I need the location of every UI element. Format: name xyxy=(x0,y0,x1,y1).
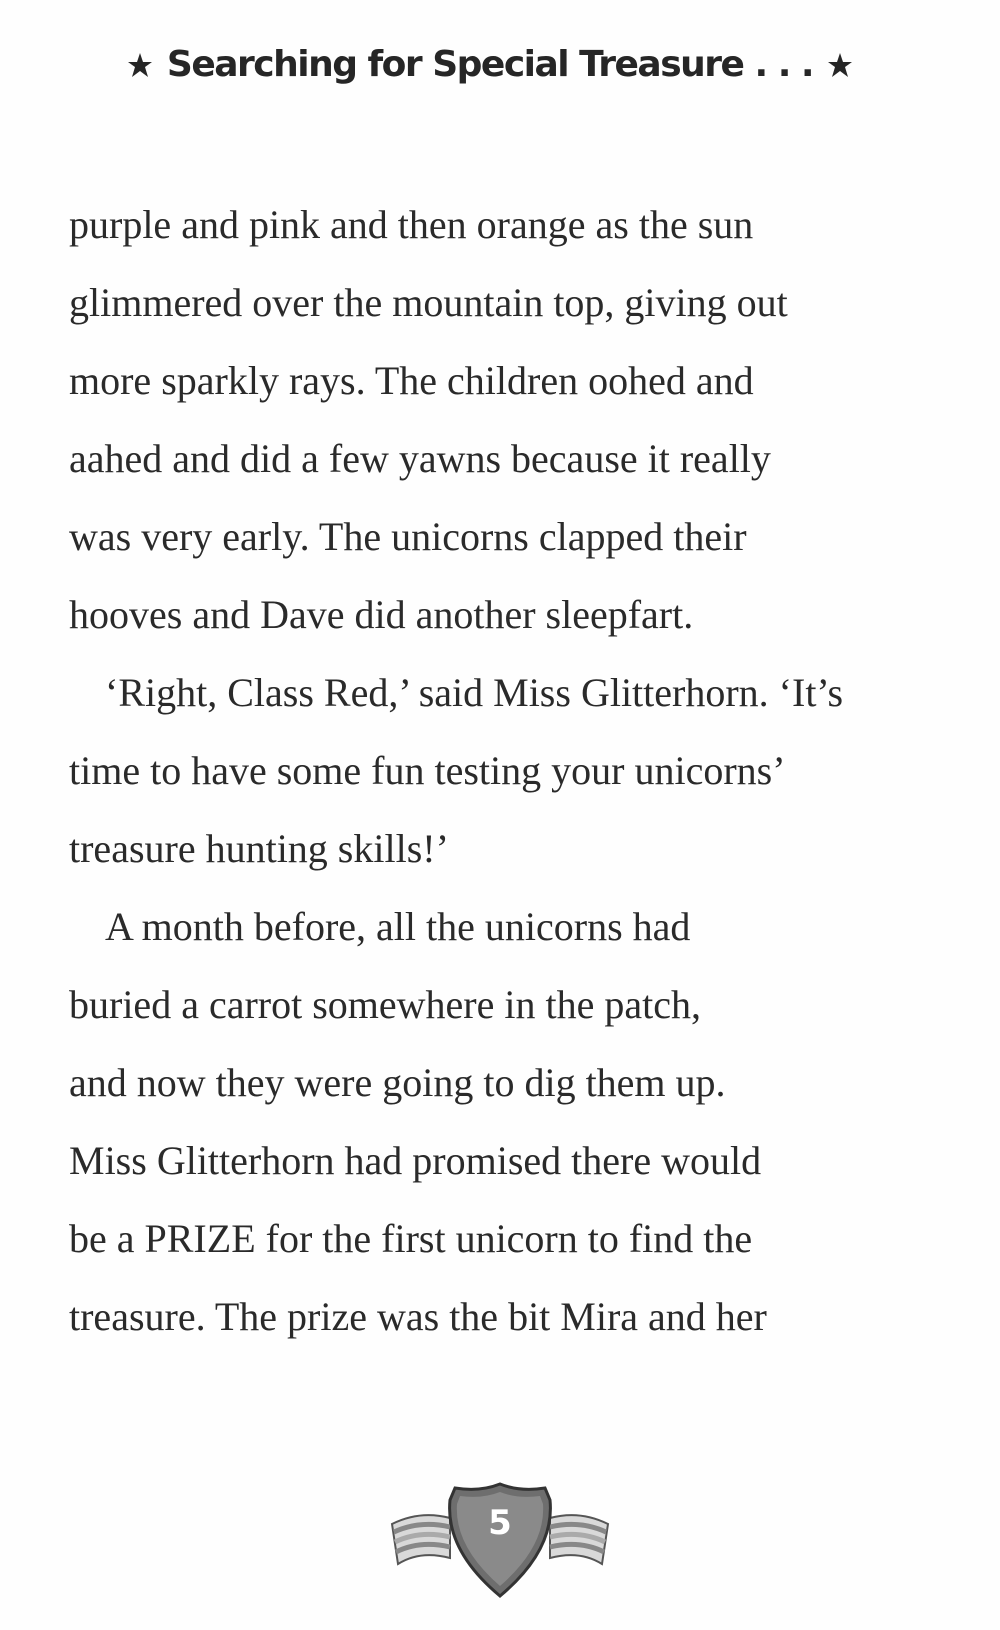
text-line: buried a carrot somewhere in the patch, xyxy=(69,982,701,1027)
text-line: more sparkly rays. The children oohed and xyxy=(69,358,754,403)
text-line: treasure. The prize was the bit Mira and her xyxy=(69,1294,767,1339)
text-line: hooves and Dave did another sleepfart. xyxy=(69,592,694,637)
text-line: be a PRIZE for the first unicorn to find the xyxy=(69,1216,753,1261)
ribbon-left-icon xyxy=(392,1515,450,1564)
text-line: time to have some fun testing your unicorns’ xyxy=(69,748,786,793)
text-line: glimmered over the mountain top, giving out xyxy=(69,280,788,325)
text-line: A month before, all the unicorns had xyxy=(105,904,691,949)
text-line: purple and pink and then orange as the sun xyxy=(69,202,754,247)
body-text xyxy=(69,186,929,1356)
header-title: Searching for Special Treasure . . . xyxy=(166,44,814,85)
text-line: was very early. The unicorns clapped their xyxy=(69,514,747,559)
running-header xyxy=(0,44,1000,85)
page-number: 5 xyxy=(488,1503,512,1543)
text-line: aahed and did a few yawns because it really xyxy=(69,436,771,481)
text-line: and now they were going to dig them up. xyxy=(69,1060,726,1105)
text-line: treasure hunting skills!’ xyxy=(69,826,449,871)
star-icon-right xyxy=(825,50,855,80)
star-icon-left xyxy=(125,50,155,80)
text-line: ‘Right, Class Red,’ said Miss Glitterhorn. ‘It’s xyxy=(105,670,844,715)
text-line: Miss Glitterhorn had promised there would xyxy=(69,1138,762,1183)
ribbon-right-icon xyxy=(550,1515,608,1564)
